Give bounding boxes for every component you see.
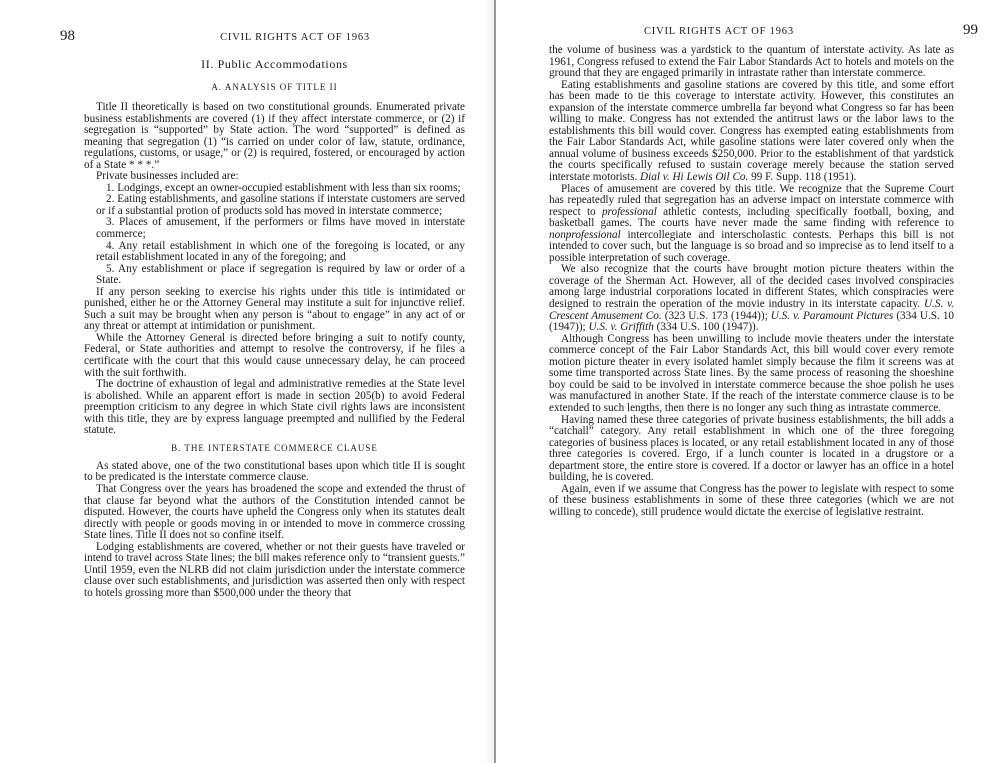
emphasis-nonprofessional: nonprofessional xyxy=(549,228,621,241)
right-paragraph-2 xyxy=(549,80,954,184)
left-paragraph-5: The doctrine of exhaustion of legal and administrative remedies at the State level is abolished. While an apparent effort is made in section 205(b) to avoid Federal preemption criticism to any degree in which State civil rights laws are inconsistent with this title, they are by express language preempted and nullified by the Federal statute. xyxy=(84,378,465,437)
list-item-establishment: 5. Any establishment or place if segregation is required by law or order of a State. xyxy=(96,262,465,287)
right-paragraph-3-e: intercollegiate and interscholastic contests. Perhaps this bill is not intended to cover such, but the language is so broad and so imprecise as to lend itself to a possible interpretation of such coverage. xyxy=(549,228,954,264)
left-paragraph-1: Title II theoretically is based on two constitutional grounds. Enumerated private business establishments are covered (1) if they affect interstate commerce, or (2) if segregation is “supported” by State action. The word “supported” is defined as meaning that segregation (1) “is carried on under color of law, statute, ordinance, regulations, customs, or usage,” or (2) is required, fostered, or encouraged by action of a State * * *.” xyxy=(84,101,465,171)
subsection-b-title: B. THE INTERSTATE COMMERCE CLAUSE xyxy=(171,442,378,453)
list-item-eating: 2. Eating establishments, and gasoline stations if interstate customers are served or if a substantial protion of products sold has moved in interstate commerce; xyxy=(96,193,465,217)
right-paragraph-7: Again, even if we assume that Congress has the power to legislate with respect to some of these business establishments in some of these three categories (which we are not willing to concede), still prudence would dictate the exercise of legislative restraint. xyxy=(549,482,954,518)
left-running-title: CIVIL RIGHTS ACT OF 1963 xyxy=(220,32,370,43)
list-item-amusement: 3. Places of amusement, if the performers or films have moved in interstate commerce; xyxy=(96,216,465,241)
gutter-shadow xyxy=(484,0,494,763)
list-item-retail: 4. Any retail establishment in which one of the foregoing is located, or any retail establishment located in any of the foregoing; and xyxy=(96,239,465,264)
right-paragraph-4 xyxy=(549,264,954,333)
section-title: II. Public Accommodations xyxy=(201,57,348,71)
left-paragraph-7: That Congress over the years has broadened the scope and extended the thrust of that clause far beyond what the authors of the Constitution intended cannot be disputed. However, the courts have upheld the Congress only when its statutes dealt directly with people or goods moving in or intended to move in commerce crossing State lines. Title II does not so confine itself. xyxy=(84,482,465,542)
right-paragraph-4-c: (334 U.S. 10 (1947)); xyxy=(549,309,955,334)
left-paragraph-3: If any person seeking to exercise his rights under this title is intimidated or punished, either he or the Attorney General may institute a suit for injunctive relief. Such a suit may be brought when any person is “about to engage” in any act of or any threat or attempt at intimidation or punishment. xyxy=(84,285,465,333)
left-paragraph-8: Lodging establishments are covered, whether or not their guests have traveled or intend to travel across State lines; the bill makes reference only to “transient guests.” Until 1959, even the NLRB did not claim jurisdiction under the interstate commerce clause over such establishments, and jurisdiction was asserted then only with respect to hotels grossing more than $500,000 under the theory that xyxy=(84,540,465,599)
citation-dial: Dial v. Hi Lewis Oil Co. xyxy=(640,171,749,184)
citation-griffith: U.S. v. Griffith xyxy=(588,321,654,334)
right-paragraph-3 xyxy=(549,184,954,265)
left-running-head xyxy=(60,28,465,45)
right-paragraph-4-d: (334 U.S. 100 (1947)). xyxy=(653,321,759,334)
right-paragraph-3-a: Places of amusement are covered by this title. We recognize that the Supreme Court has repeatedly ruled that segregation has an adverse impact on interstate commerce with respect to xyxy=(549,182,954,218)
right-paragraph-5: Although Congress has been unwilling to include movie theaters under the interstate commerce concept of the Fair Labor Standards Act, this bill would cover every remote motion picture theater in every isolated hamlet simply because the film it screens was at some time transported across State lines. By the same process of reasoning the shoeshine boy could be said to be involved in interstate commerce because the shoe polish he uses was manufactured in another State. If the reach of the interstate commerce clause is to be extended to such lengths, then there is no longer any such thing as intrastate commerce. xyxy=(549,332,954,414)
list-item-lodgings: 1. Lodgings, except an owner-occupied establishment with less than six rooms; xyxy=(106,181,461,194)
left-paragraph-2: Private businesses included are: xyxy=(96,170,239,183)
right-paragraph-2-body: Eating establishments and gasoline stations are covered by this title, and some effort has been made to tie this coverage to interstate activity. However, this constitutes an expansion of the interstate commerce umbrella far beyond what Congress so far has been willing to make. Congress has not extended the antitrust laws or the labor laws to the establishments this bill would cover. Congress has exempted eating establishments from the Fair Labor Standards Act, while gasoline stations were later covered only when the annual volume of business exceeds $250,000. Prior to the establishment of that yardstick the courts specifically refused to sustain coverage merely because the station served interstate motorists. xyxy=(549,78,954,184)
right-running-head xyxy=(549,22,978,39)
citation-dial-tail: 99 F. Supp. 118 (1951). xyxy=(748,171,857,184)
left-paragraph-6: As stated above, one of the two constitutional bases upon which title II is sought to be predicated is the interstate commerce clause. xyxy=(84,459,465,484)
left-page-number: 98 xyxy=(60,28,75,44)
right-running-title: CIVIL RIGHTS ACT OF 1963 xyxy=(644,26,794,37)
emphasis-professional: professional xyxy=(601,205,657,218)
citation-paramount: U.S. v. Paramount Pictures xyxy=(770,309,894,322)
right-paragraph-4-a: We also recognize that the courts have brought motion picture theaters within the coverage of the Sherman Act. However, all of the decided cases involved conspiracies among large industrial corporations located in different States, which conspiracies were designed to restrain the operation of the movie industry in its interstate capacity. xyxy=(549,263,954,311)
right-paragraph-3-c: athletic contests, including specifically football, boxing, and basketball games. The courts have never made the same finding with reference to xyxy=(549,205,954,230)
right-paragraph-1: the volume of business was a yardstick to the quantum of interstate activity. As late as 1961, Congress refused to extend the Fair Labor Standards Act to hotels and motels on the ground that they are engaged primarily in intrastate rather than interstate commerce. xyxy=(549,44,954,80)
citation-crescent: U.S. v. Crescent Amusement Co. xyxy=(549,298,954,322)
right-paragraph-6: Having named these three categories of private business establishments, the bill adds a “catchall” category. Any retail establishment in which one of the three foregoing categories of business places is located, or any retail establishment located in any of those three categories is covered. Ergo, if a lunch counter is located in a drugstore or a department store, the entire store is covered. If a doctor or lawyer has an office in a hotel building, he is covered. xyxy=(549,413,954,484)
left-paragraph-4: While the Attorney General is directed before bringing a suit to notify county, Federal, or State authorities and attempt to resolve the controversy, if he files a certificate with the court that this would cause unnecessary delay, he can proceed with the suit forthwith. xyxy=(84,331,465,379)
right-paragraph-4-b: (323 U.S. 173 (1944)); xyxy=(661,309,771,322)
right-page xyxy=(495,0,990,763)
right-page-number: 99 xyxy=(963,22,978,38)
subsection-a-title: A. ANALYSIS OF TITLE II xyxy=(211,82,338,92)
